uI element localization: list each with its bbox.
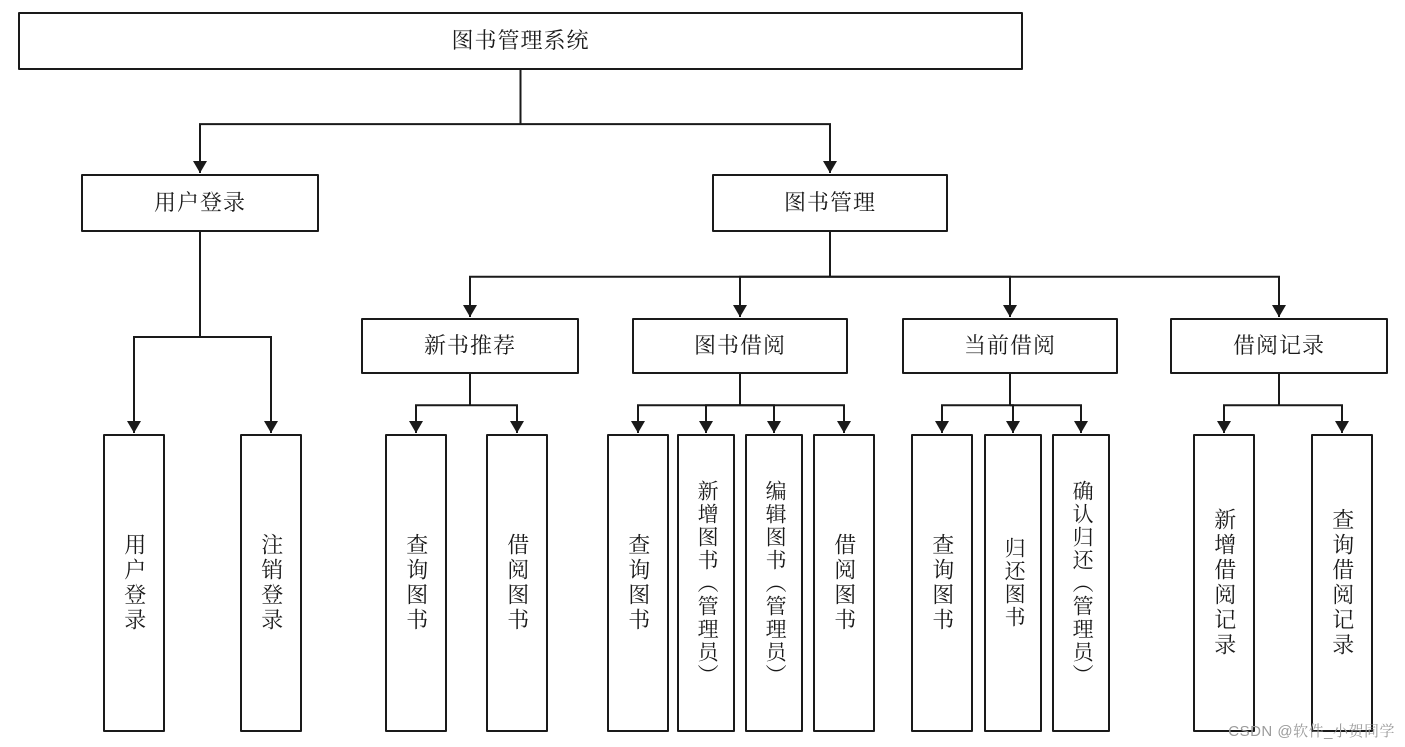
edge-arrowhead [264,421,278,433]
edge-arrowhead [1335,421,1349,433]
diagram-node-userlogout [240,434,302,732]
diagram-node-label: 借阅图书 [831,533,857,633]
edge-arrowhead [1272,305,1286,317]
diagram-node-label: 借阅图书 [504,533,530,633]
diagram-node-label: 当前借阅 [963,333,1056,359]
edge-arrowhead [463,305,477,317]
edge-line [1279,405,1342,433]
edge-arrowhead [1217,421,1231,433]
edge-arrowhead [409,421,423,433]
diagram-node-return-book [984,434,1042,732]
diagram-node-bookmgmt [712,174,948,232]
diagram-node-label: 确认归还（管理员） [1070,479,1094,687]
edge-line [942,405,1010,433]
diagram-node-current [902,318,1118,374]
edge-arrowhead [767,421,781,433]
diagram-node-label: 注销登录 [258,533,284,633]
diagram-node-label: 编辑图书（管理员） [763,479,787,687]
edge-arrowhead [1074,421,1088,433]
diagram-node-label: 图书借阅 [693,333,786,359]
diagram-node-userlogin [103,434,165,732]
diagram-node-add-record [1193,434,1255,732]
diagram-node-records [1170,318,1388,374]
edge-arrowhead [193,161,207,173]
edge-arrowhead [823,161,837,173]
diagram-node-confirm-ret [1052,434,1110,732]
diagram-node-label: 新增图书（管理员） [695,479,719,687]
edge-line [1010,405,1081,433]
edge-line [830,277,1279,317]
edge-line [416,405,470,433]
edge-arrowhead [1006,421,1020,433]
edge-line [134,337,200,433]
diagram-node-label: 归还图书 [1002,537,1026,629]
edge-arrowhead [699,421,713,433]
diagram-node-q-book-1 [385,434,447,732]
diagram-node-label: 查询借阅记录 [1329,508,1355,658]
edge-line [521,124,831,173]
diagram-node-newbook [361,318,579,374]
diagram-node-root [18,12,1023,70]
edge-line [740,277,830,317]
diagram-node-borrow-2 [813,434,875,732]
diagram-node-q-record [1311,434,1373,732]
edge-line [706,405,740,433]
edge-line [740,405,844,433]
edge-arrowhead [837,421,851,433]
diagram-node-add-book [677,434,735,732]
edge-arrowhead [733,305,747,317]
watermark-text: CSDN @软件_小贺同学 [1228,723,1395,740]
diagram-node-q-book-2 [607,434,669,732]
edge-line [200,124,521,173]
diagram-node-edit-book [745,434,803,732]
diagram-node-label: 用户登录 [121,533,147,633]
edge-arrowhead [127,421,141,433]
edge-line [200,337,271,433]
diagram-node-label: 查询图书 [403,533,429,633]
edge-line [1010,405,1013,433]
diagram-node-label: 查询图书 [929,533,955,633]
edge-line [470,405,517,433]
diagram-node-label: 图书管理 [783,190,876,216]
diagram-node-borrow [632,318,848,374]
edge-line [638,405,740,433]
diagram-node-label: 查询图书 [625,533,651,633]
edge-line [740,405,774,433]
diagram-node-label: 借阅记录 [1232,333,1325,359]
edge-line [830,277,1010,317]
diagram-node-q-book-3 [911,434,973,732]
edge-line [1224,405,1279,433]
edge-arrowhead [510,421,524,433]
diagram-node-borrow-1 [486,434,548,732]
edge-arrowhead [1003,305,1017,317]
diagram-node-label: 新增借阅记录 [1211,508,1237,658]
edge-arrowhead [935,421,949,433]
edge-arrowhead [631,421,645,433]
diagram-node-label: 新书推荐 [423,333,516,359]
diagram-node-login [81,174,319,232]
diagram-node-label: 用户登录 [153,190,246,216]
edge-line [470,277,830,317]
diagram-node-label: 图书管理系统 [451,28,590,54]
